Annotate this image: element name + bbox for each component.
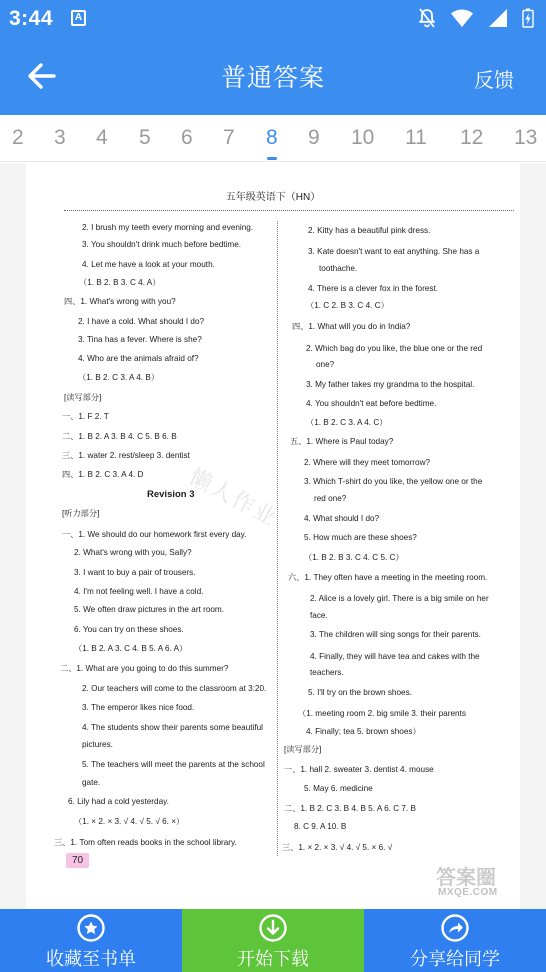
- answer-line: 8. C 9. A 10. B: [294, 822, 347, 831]
- star-circle-icon: [76, 913, 106, 943]
- download-label: 开始下载: [237, 949, 309, 969]
- answer-line: 5. We often draw pictures in the art room.: [74, 605, 225, 614]
- answer-line: （1. C 2. B 3. C 4. C）: [306, 301, 389, 310]
- answer-line: 四、1. What's wrong with you?: [64, 297, 176, 306]
- answer-line: 4. Who are the animals afraid of?: [78, 354, 199, 363]
- tab-page[interactable]: 7: [223, 126, 235, 149]
- tab-page[interactable]: 5: [139, 126, 151, 149]
- answer-line: 三、1. water 2. rest/sleep 3. dentist: [62, 451, 190, 460]
- answer-line: 6. You can try on these shoes.: [74, 625, 184, 634]
- answer-line: （1. B 2. C 3. A 4. B）: [78, 373, 160, 382]
- answer-line: 5. May 6. medicine: [304, 784, 373, 793]
- mute-bell-icon: [418, 8, 436, 28]
- tab-page[interactable]: 9: [308, 126, 320, 149]
- page-number-badge: 70: [66, 853, 89, 868]
- answer-line: 5. The teachers will meet the parents at the school: [82, 760, 265, 769]
- answer-line: 六、1. They often have a meeting in the meeting room.: [288, 573, 488, 582]
- doc-header-rule: [64, 210, 514, 211]
- section-label: [读写部分]: [64, 393, 102, 402]
- answer-line: 3. My father takes my grandma to the hospital.: [306, 380, 475, 389]
- feedback-button[interactable]: 反馈: [474, 70, 514, 92]
- tab-page[interactable]: 12: [460, 126, 484, 149]
- answer-line: （1. B 2. C 3. A 4. C）: [306, 418, 388, 427]
- answer-line: 4. Finally; tea 5. brown shoes）: [306, 727, 421, 736]
- column-divider: [277, 221, 278, 856]
- wifi-icon: [450, 8, 474, 28]
- answer-line: 3. I want to buy a pair of trousers.: [74, 568, 196, 577]
- revision-heading: Revision 3: [147, 489, 195, 500]
- answer-line: 4. I'm not feeling well. I have a cold.: [74, 587, 204, 596]
- tab-page[interactable]: 10: [351, 126, 375, 149]
- answer-line: 3. You shouldn't drink much before bedtime.: [82, 240, 242, 249]
- answer-line: 2. Which bag do you like, the blue one or the red: [306, 344, 483, 353]
- answer-line: 一、1. We should do our homework first every day.: [62, 530, 247, 539]
- answer-line: （1. meeting room 2. big smile 3. their parents: [298, 709, 466, 718]
- answer-line: 二、1. What are you going to do this summer?: [60, 664, 229, 673]
- answer-line: 4. The students show their parents some beautiful: [82, 723, 263, 732]
- battery-icon: [522, 8, 534, 28]
- tab-page-active[interactable]: 8: [266, 126, 278, 149]
- answer-line: face.: [310, 611, 328, 620]
- answer-line: 4. Let me have a look at your mouth.: [82, 260, 215, 269]
- answer-page-image[interactable]: [26, 163, 520, 909]
- bottom-action-bar: [0, 909, 546, 972]
- answer-line: red one?: [314, 494, 347, 503]
- watermark: 懒人作业: [185, 463, 282, 531]
- share-label: 分享给同学: [410, 949, 500, 969]
- answer-line: （1. B 2. B 3. C 4. A）: [79, 278, 161, 287]
- answer-line: 三、1. × 2. × 3. √ 4. √ 5. × 6. √: [282, 843, 393, 852]
- answer-line: 3. The children will sing songs for their parents.: [310, 630, 481, 639]
- site-logo: 答案圈: [436, 867, 496, 889]
- answer-line: 2. I brush my teeth every morning and evening.: [82, 223, 254, 232]
- answer-line: gate.: [82, 778, 101, 787]
- tab-page[interactable]: 11: [405, 126, 427, 149]
- answer-line: 4. What should I do?: [304, 514, 380, 523]
- answer-line: 5. How much are these shoes?: [304, 533, 417, 542]
- favorite-button[interactable]: [0, 909, 182, 972]
- answer-line: 3. Tina has a fever. Where is she?: [78, 335, 202, 344]
- answer-line: 2. Alice is a lovely girl. There is a big smile on her: [310, 594, 489, 603]
- status-bar: [0, 0, 546, 38]
- answer-line: 4. Finally, they will have tea and cakes with the: [310, 652, 480, 661]
- answer-line: toothache.: [319, 264, 358, 273]
- tab-page[interactable]: 6: [181, 126, 193, 149]
- status-time: 3:44: [9, 7, 54, 30]
- answer-line: 2. Our teachers will come to the classroom at 3:20.: [82, 684, 267, 693]
- answer-line: teachers.: [310, 668, 344, 677]
- answer-line: 五、1. Where is Paul today?: [290, 437, 394, 446]
- favorite-label: 收藏至书单: [46, 949, 136, 969]
- download-icon: [258, 913, 288, 943]
- answer-line: 四、1. What will you do in India?: [292, 322, 411, 331]
- page-tabs: [0, 115, 546, 162]
- answer-line: 一、1. hall 2. sweater 3. dentist 4. mouse: [284, 765, 434, 774]
- signal-icon: [488, 8, 508, 28]
- tab-page[interactable]: 3: [54, 126, 66, 149]
- active-tab-indicator: [267, 157, 277, 160]
- answer-line: 二、1. B 2. C 3. B 4. B 5. A 6. C 7. B: [284, 804, 416, 813]
- answer-line: 5. I'll try on the brown shoes.: [308, 688, 412, 697]
- app-bar: [0, 0, 546, 115]
- answer-line: pictures.: [82, 740, 113, 749]
- answer-line: 二、1. B 2. A 3. B 4. C 5. B 6. B: [62, 432, 177, 441]
- section-label: [听力部分]: [62, 509, 100, 518]
- site-url: MXQE.COM: [438, 887, 498, 898]
- answer-line: 2. Kitty has a beautiful pink dress.: [308, 226, 431, 235]
- answer-line: 3. Kate doesn't want to eat anything. She has a: [308, 247, 480, 256]
- tab-page[interactable]: 13: [514, 126, 538, 149]
- tab-page[interactable]: 4: [96, 126, 108, 149]
- answer-line: （1. × 2. × 3. √ 4. √ 5. √ 6. ×）: [74, 817, 185, 826]
- download-button[interactable]: [182, 909, 364, 972]
- answer-line: 6. Lily had a cold yesterday.: [68, 797, 169, 806]
- answer-line: 三、1. Tom often reads books in the school library.: [54, 838, 237, 847]
- share-button[interactable]: [364, 909, 546, 972]
- share-icon: [440, 913, 470, 943]
- page-title: 普通答案: [220, 64, 325, 92]
- answer-line: 3. The emperor likes nice food.: [82, 703, 195, 712]
- doc-header: 五年级英语下（HN）: [225, 192, 321, 203]
- answer-line: （1. B 2. A 3. C 4. B 5. A 6. A）: [74, 644, 188, 653]
- answer-line: 一、1. F 2. T: [62, 412, 109, 421]
- answer-line: 3. Which T-shirt do you like, the yellow one or the: [304, 477, 483, 486]
- answer-line: 4. You shouldn't eat before bedtime.: [306, 399, 437, 408]
- answer-line: one?: [316, 360, 335, 369]
- answer-line: 2. What's wrong with you, Sally?: [74, 548, 192, 557]
- tab-page[interactable]: 2: [12, 126, 24, 149]
- section-label: [读写部分]: [284, 745, 322, 754]
- answer-line: （1. B 2. B 3. C 4. C 5. C）: [304, 553, 404, 562]
- answer-line: 4. There is a clever fox in the forest.: [308, 284, 439, 293]
- answer-line: 2. Where will they meet tomorrow?: [304, 458, 431, 467]
- answer-line: 四、1. B 2. C 3. A 4. D: [62, 470, 144, 479]
- answer-line: 2. I have a cold. What should I do?: [78, 317, 205, 326]
- notification-icon: A: [71, 10, 86, 26]
- status-icons: [418, 8, 534, 28]
